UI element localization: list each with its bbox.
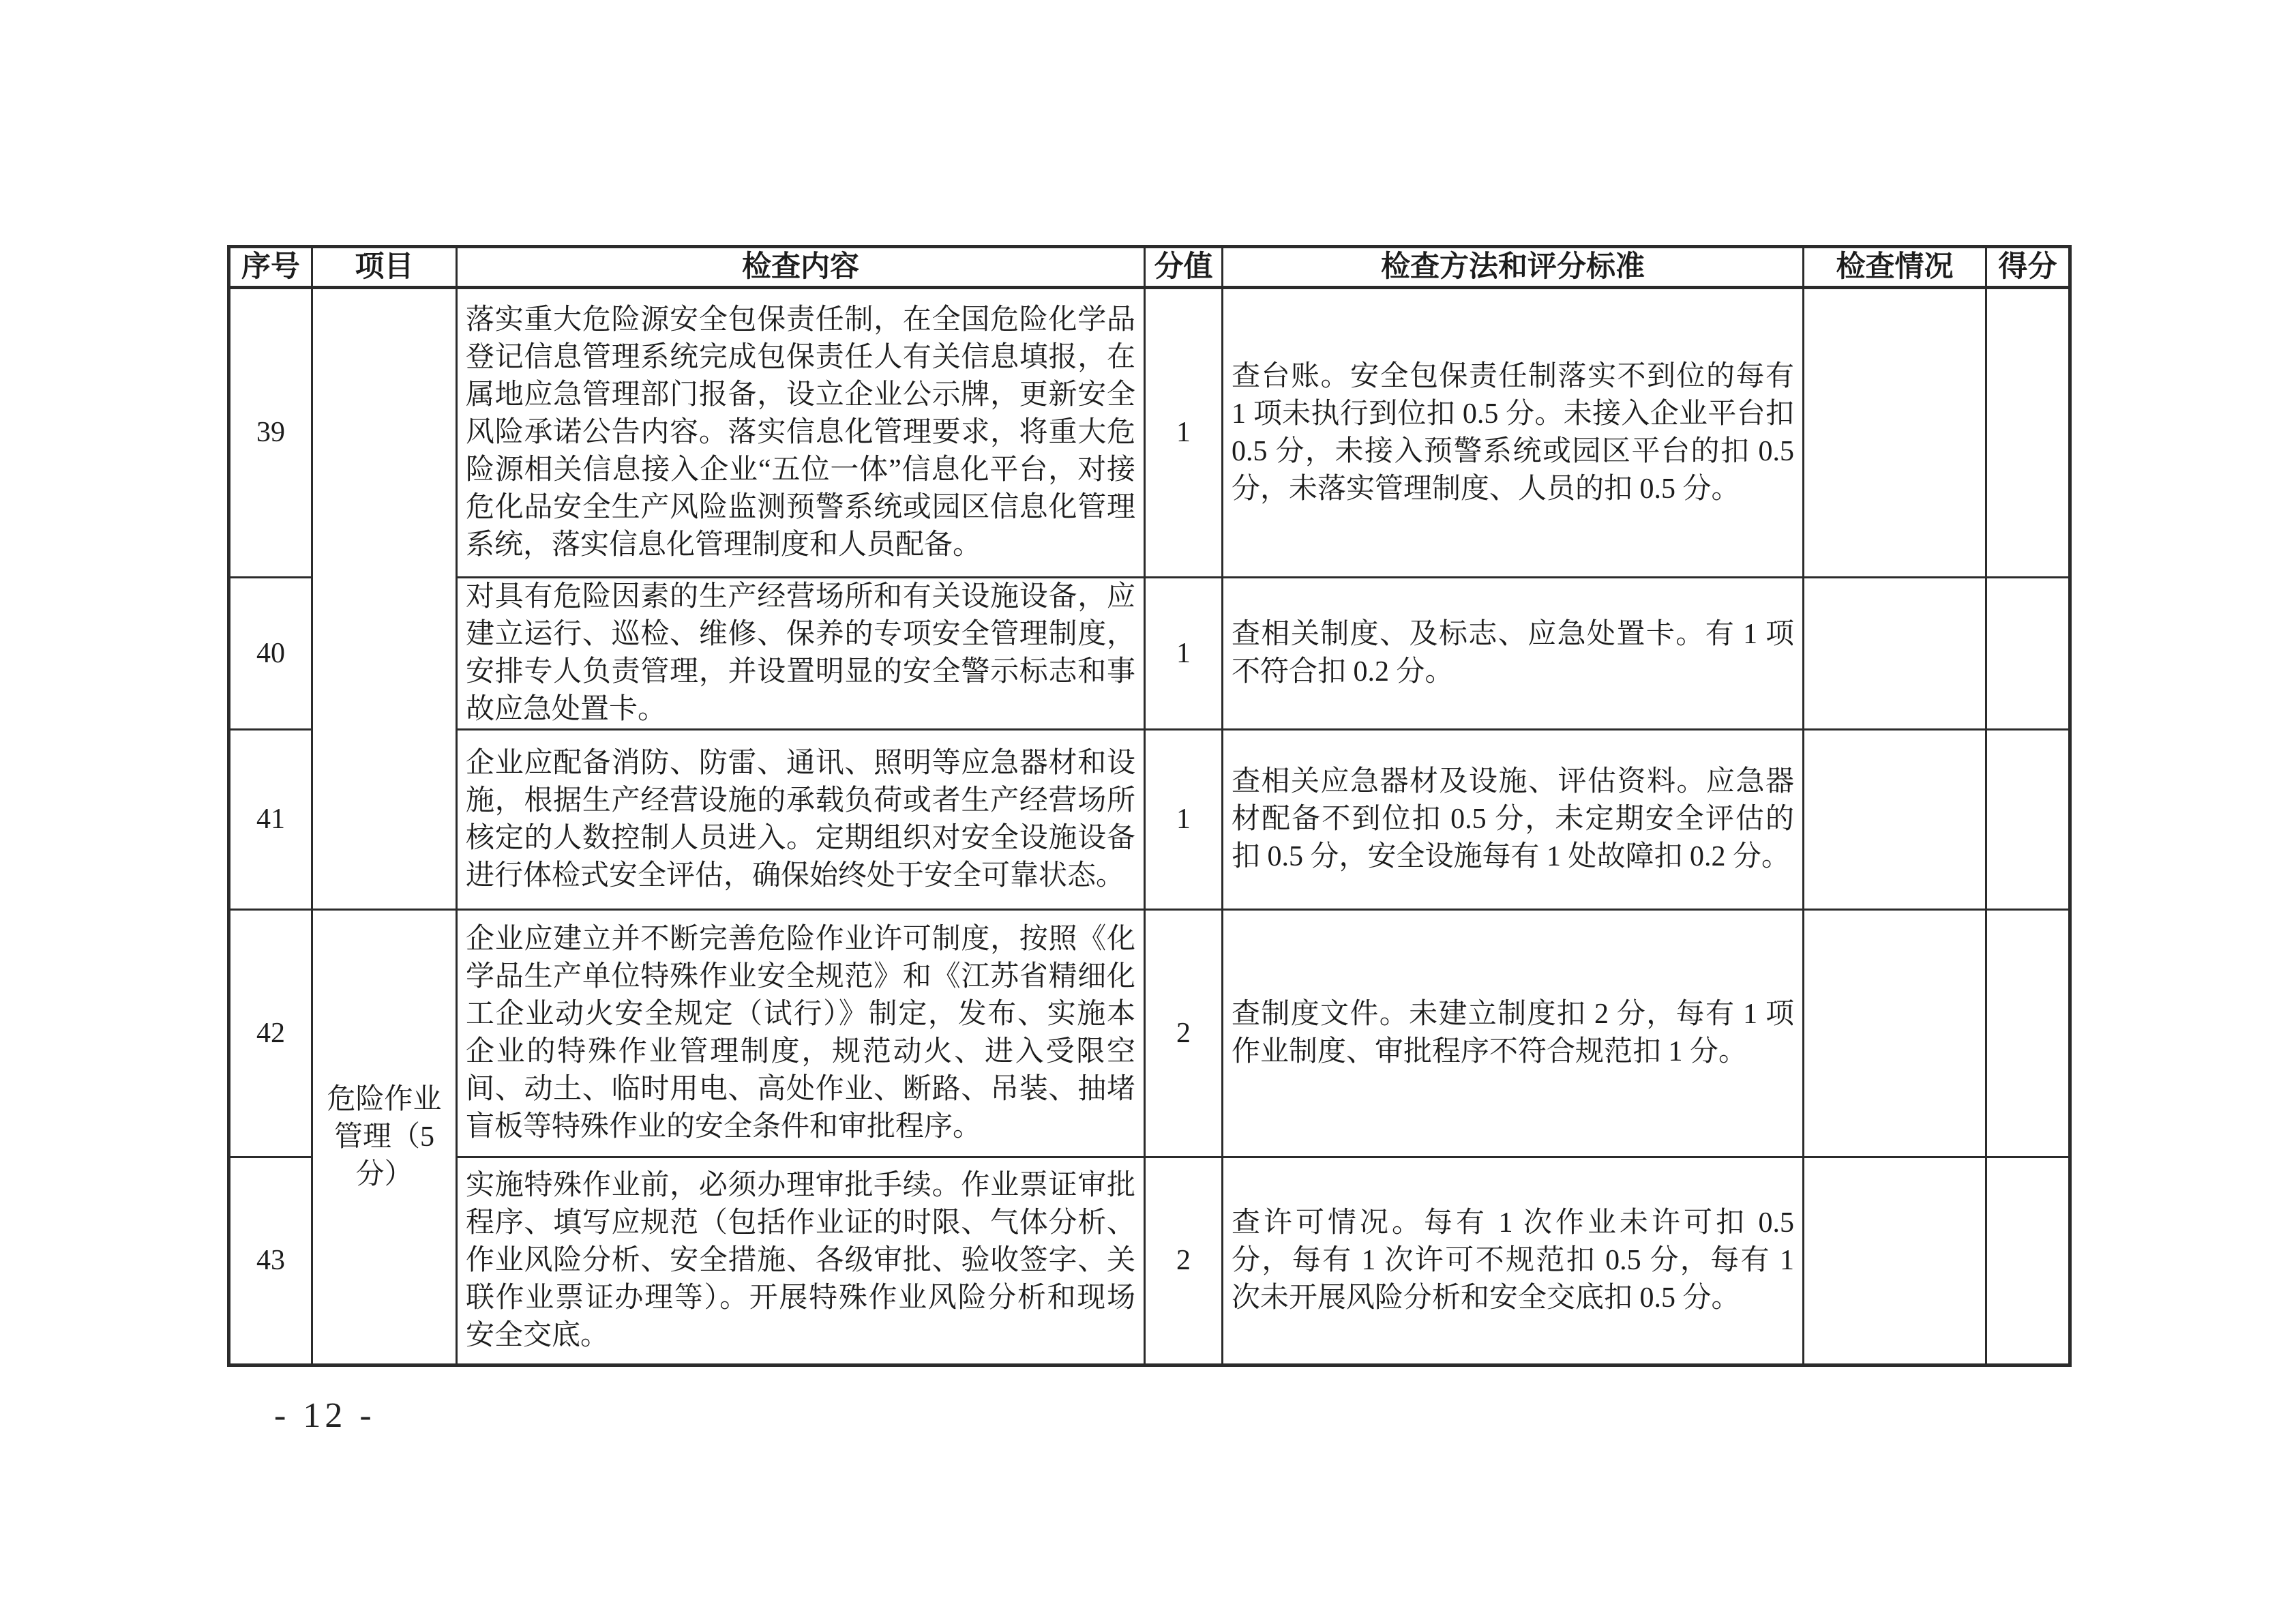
header-method: 检查方法和评分标准 [1223,247,1804,288]
cell-method: 查相关制度、及标志、应急处置卡。有 1 项不符合扣 0.2 分。 [1223,578,1804,730]
header-row-number: 序号 [229,247,312,288]
cell-score-value: 1 [1145,578,1223,730]
table-row-40 [229,578,2070,730]
header-item: 项目 [312,247,457,288]
cell-status [1804,730,1986,910]
cell-score [1986,288,2070,578]
cell-status [1804,1157,1986,1365]
header-content: 检查内容 [457,247,1145,288]
cell-content: 落实重大危险源安全包保责任制，在全国危险化学品登记信息管理系统完成包保责任人有关信息填报，在属地应急管理部门报备，设立企业公示牌，更新安全风险承诺公告内容。落实信息化管理要求，将重大危险源相关信息接入企业“五位一体”信息化平台，对接危化品安全生产风险监测预警系统或园区信息化管理系统，落实信息化管理制度和人员配备。 [457,288,1145,578]
table-row-42 [229,910,2070,1157]
cell-score [1986,910,2070,1157]
cell-status [1804,578,1986,730]
header-score-value: 分值 [1145,247,1223,288]
cell-row-number: 41 [229,730,312,910]
cell-content: 对具有危险因素的生产经营场所和有关设施设备，应建立运行、巡检、维修、保养的专项安全管理制度，安排专人负责管理，并设置明显的安全警示标志和事故应急处置卡。 [457,578,1145,730]
table-row-43 [229,1157,2070,1365]
table-row-41 [229,730,2070,910]
cell-score-value: 1 [1145,730,1223,910]
cell-row-number: 42 [229,910,312,1157]
cell-method: 查台账。安全包保责任制落实不到位的每有 1 项未执行到位扣 0.5 分。未接入企业平台扣 0.5 分，未接入预警系统或园区平台的扣 0.5 分，未落实管理制度、人员的扣 0.5 分。 [1223,288,1804,578]
cell-category-empty [312,288,457,910]
header-score: 得分 [1986,247,2070,288]
table-row-39 [229,288,2070,578]
inspection-checklist-table [227,245,2072,1367]
cell-status [1804,910,1986,1157]
cell-score [1986,1157,2070,1365]
cell-row-number: 43 [229,1157,312,1365]
header-status: 检查情况 [1804,247,1986,288]
cell-score-value: 2 [1145,1157,1223,1365]
cell-content: 企业应建立并不断完善危险作业许可制度，按照《化学品生产单位特殊作业安全规范》和《江苏省精细化工企业动火安全规定（试行）》制定，发布、实施本企业的特殊作业管理制度，规范动火、进入受限空间、动土、临时用电、高处作业、断路、吊装、抽堵盲板等特殊作业的安全条件和审批程序。 [457,910,1145,1157]
cell-category-dangerous-operations: 危险作业管理（5分） [312,910,457,1365]
cell-method: 查相关应急器材及设施、评估资料。应急器材配备不到位扣 0.5 分，未定期安全评估的扣 0.5 分，安全设施每有 1 处故障扣 0.2 分。 [1223,730,1804,910]
table-header-row [229,247,2070,288]
cell-score [1986,730,2070,910]
cell-content: 企业应配备消防、防雷、通讯、照明等应急器材和设施，根据生产经营设施的承载负荷或者生产经营场所核定的人数控制人员进入。定期组织对安全设施设备进行体检式安全评估，确保始终处于安全可靠状态。 [457,730,1145,910]
cell-score [1986,578,2070,730]
cell-method: 查制度文件。未建立制度扣 2 分，每有 1 项作业制度、审批程序不符合规范扣 1 分。 [1223,910,1804,1157]
cell-status [1804,288,1986,578]
cell-row-number: 40 [229,578,312,730]
cell-score-value: 1 [1145,288,1223,578]
cell-score-value: 2 [1145,910,1223,1157]
cell-row-number: 39 [229,288,312,578]
cell-method: 查许可情况。每有 1 次作业未许可扣 0.5 分，每有 1 次许可不规范扣 0.5 分，每有 1 次未开展风险分析和安全交底扣 0.5 分。 [1223,1157,1804,1365]
page-number: - 12 - [274,1396,376,1435]
cell-content: 实施特殊作业前，必须办理审批手续。作业票证审批程序、填写应规范（包括作业证的时限、气体分析、作业风险分析、安全措施、各级审批、验收签字、关联作业票证办理等）。开展特殊作业风险分析和现场安全交底。 [457,1157,1145,1365]
